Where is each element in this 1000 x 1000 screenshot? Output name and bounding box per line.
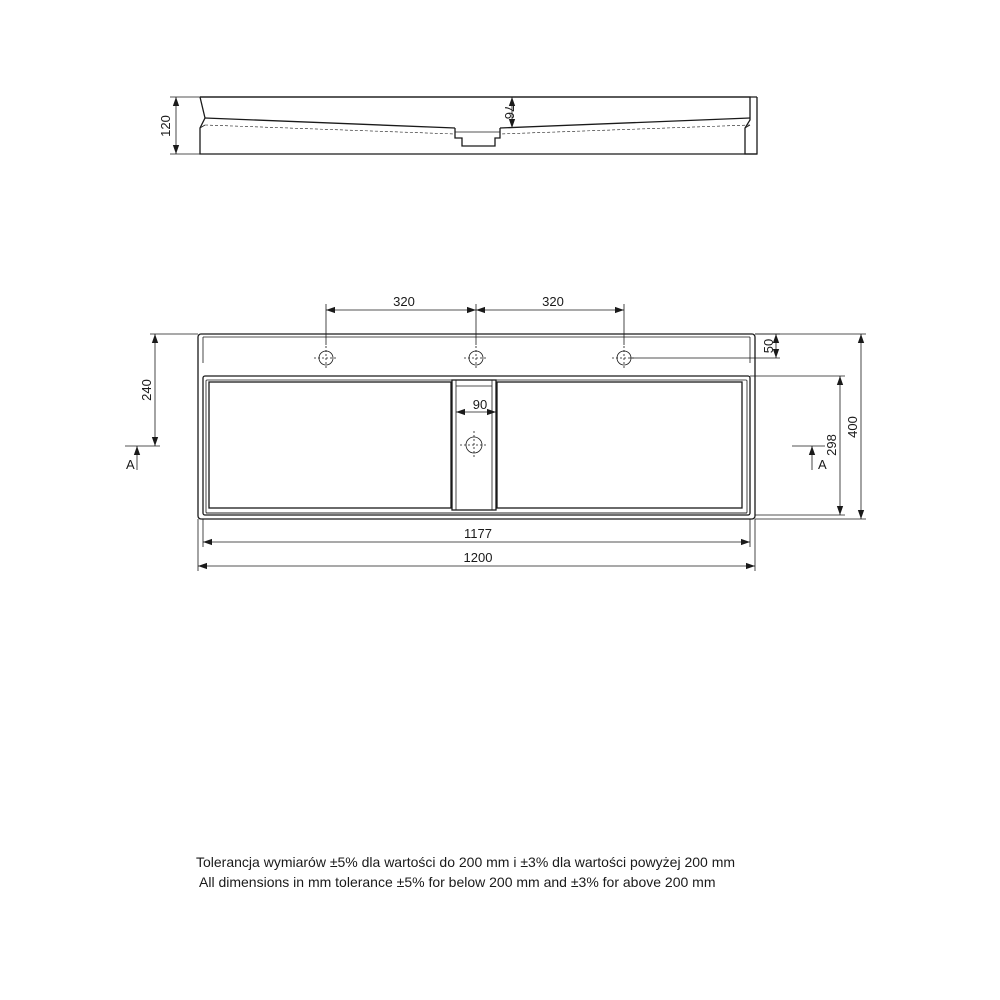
dim-drain-channel: 90	[472, 397, 488, 412]
tap-hole-left	[314, 346, 338, 370]
svg-text:A: A	[818, 457, 827, 472]
section-marker-right	[792, 446, 827, 472]
dim-section-left-height: 240	[139, 379, 154, 401]
dim-tap-spacing-right: 320	[542, 294, 564, 309]
dim-total-depth: 400	[845, 416, 860, 438]
dim-tap-spacing-left: 320	[393, 294, 415, 309]
tolerance-note-en: All dimensions in mm tolerance ±5% for below 200 mm and ±3% for above 200 mm	[199, 874, 716, 890]
tolerance-notes	[196, 852, 836, 892]
dim-total-width: 1200	[463, 550, 493, 565]
svg-text:A: A	[126, 457, 135, 472]
dim-side-height: 120	[158, 115, 173, 137]
side-view	[158, 97, 757, 154]
tolerance-note-pl: Tolerancja wymiarów ±5% dla wartości do 200 mm i ±3% dla wartości powyżej 200 mm	[196, 854, 736, 870]
tap-hole-center	[464, 346, 488, 370]
section-marker-left	[125, 446, 160, 472]
top-view	[125, 294, 866, 571]
dim-inner-width: 1177	[464, 526, 492, 541]
drain-hole	[460, 431, 488, 459]
dim-rear-offset: 50	[761, 338, 776, 354]
dim-basin-depth: 298	[824, 434, 839, 456]
dim-side-depth: 76	[502, 104, 517, 120]
